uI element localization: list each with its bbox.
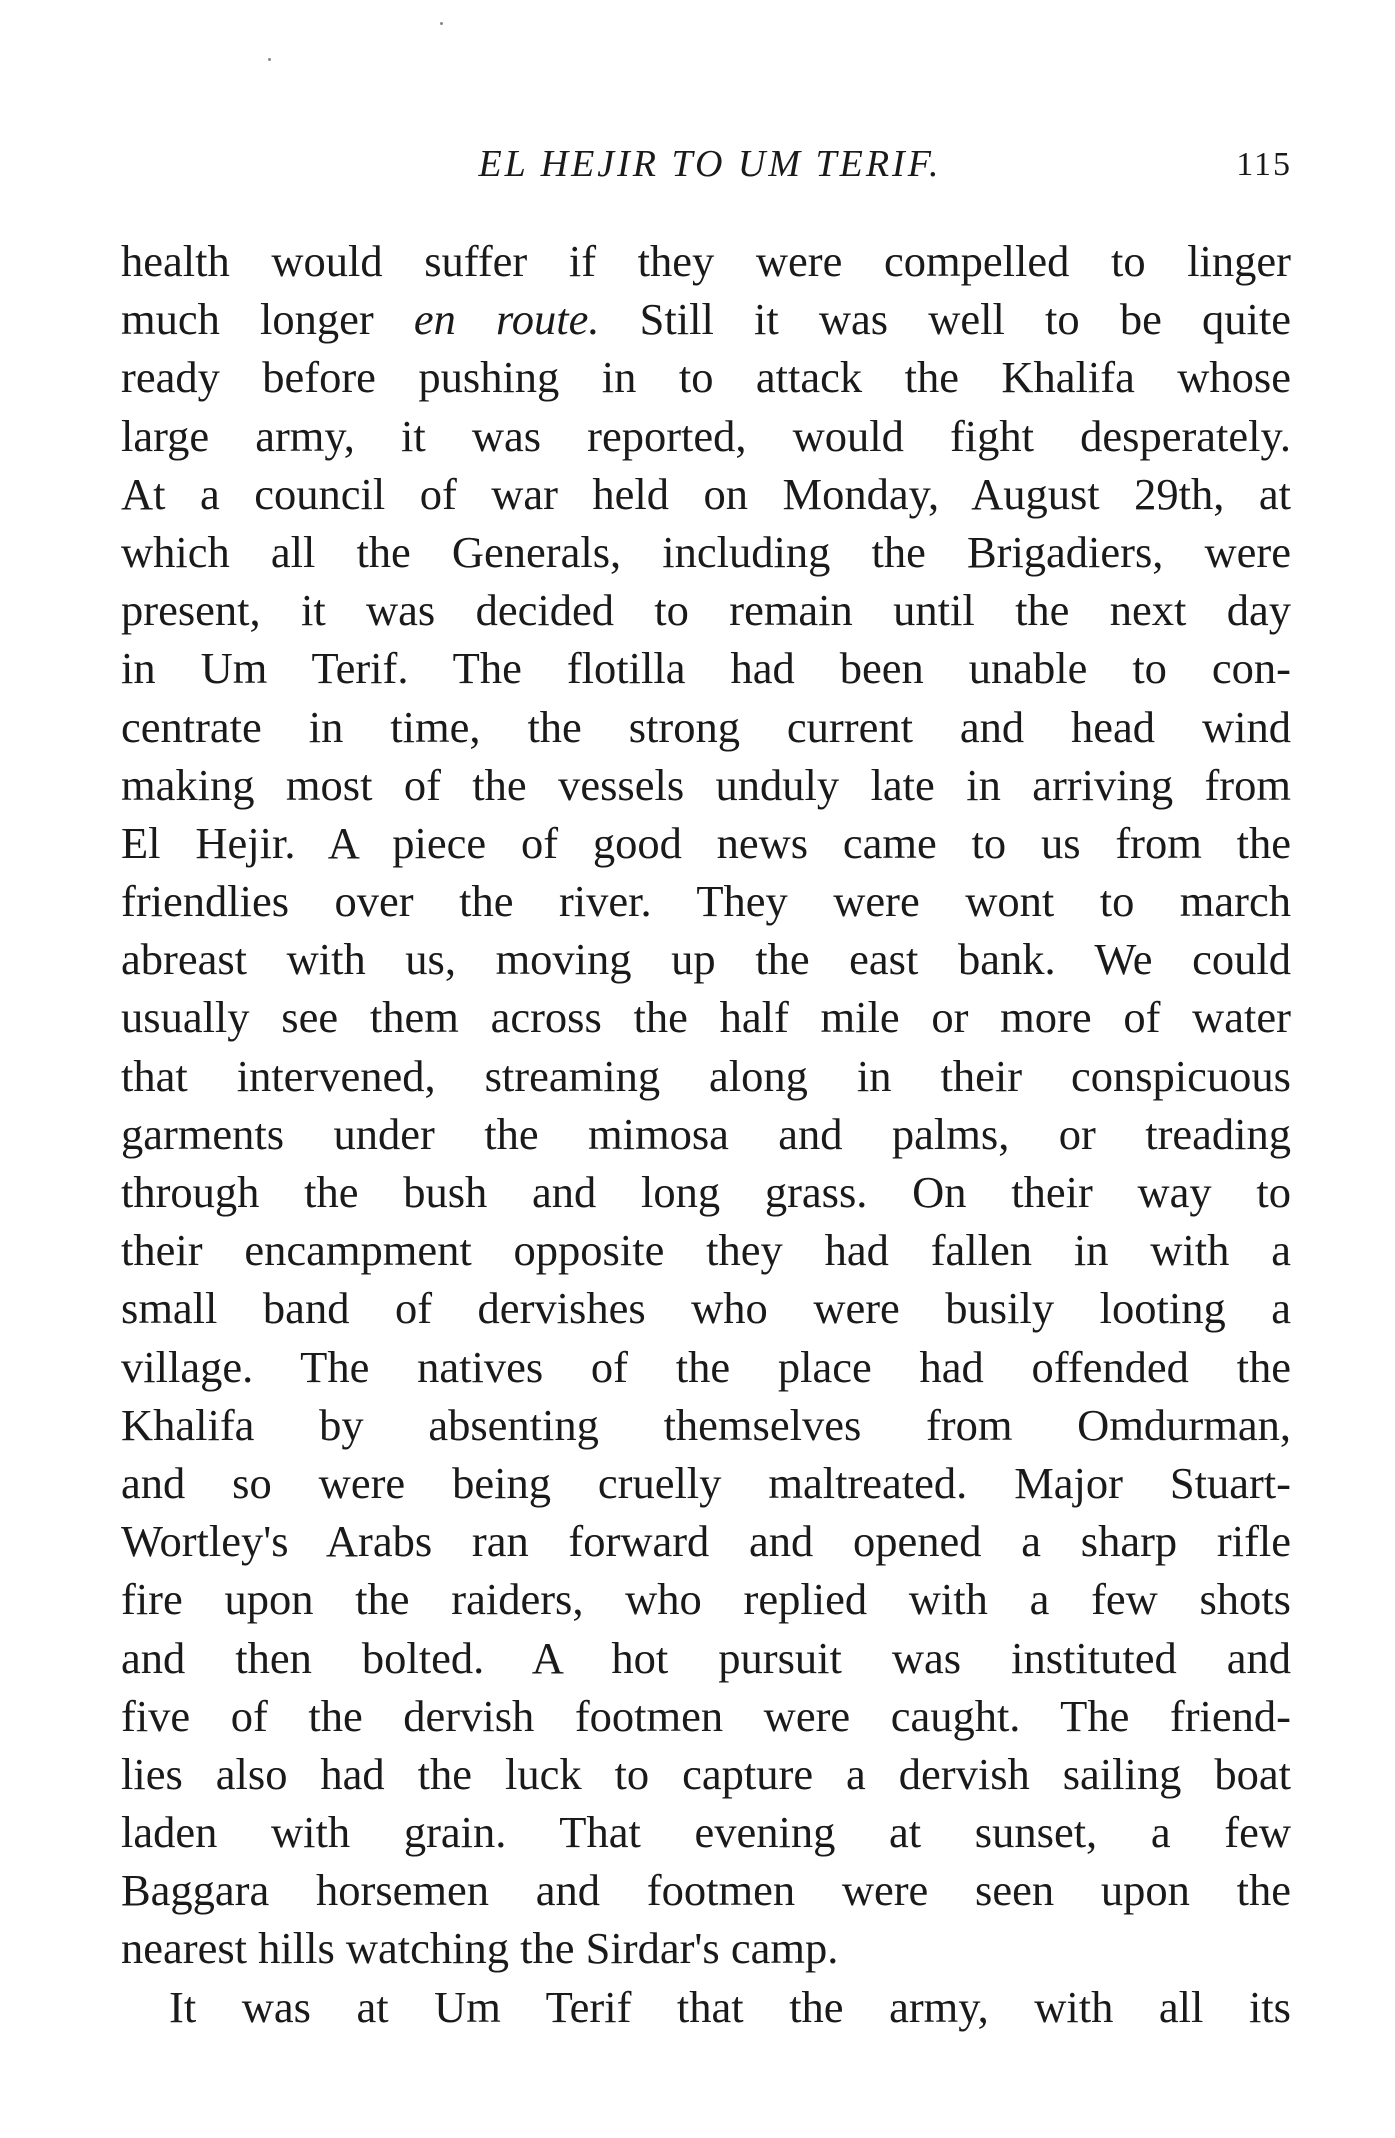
- text-line-rest: Still it was well to be quite: [599, 294, 1291, 345]
- text-line: in Um Terif. The flotilla had been unable to con-: [121, 643, 1291, 694]
- text-line: Baggara horsemen and footmen were seen upon the: [121, 1865, 1291, 1916]
- text-line: making most of the vessels unduly late in arriving from: [121, 759, 1291, 810]
- text-line: through the bush and long grass. On their way to: [121, 1167, 1291, 1217]
- paragraph-start-line: It was at Um Terif that the army, with all its: [169, 1981, 1291, 2032]
- paper-speck: [440, 22, 443, 25]
- text-line: At a council of war held on Monday, August 29th, at: [121, 468, 1291, 519]
- body-text: [121, 232, 1291, 2036]
- text-line: their encampment opposite they had fallen in with a: [121, 1225, 1291, 1276]
- running-head: [120, 142, 1300, 192]
- text-line: ready before pushing in to attack the Khalifa whose: [121, 352, 1291, 403]
- text-line: friendlies over the river. They were wont to march: [121, 876, 1291, 927]
- text-line: lies also had the luck to capture a dervish sailing boat: [121, 1748, 1291, 1799]
- text-line: laden with grain. That evening at sunset, a few: [121, 1807, 1291, 1858]
- text-line: health would suffer if they were compelled to linger: [121, 236, 1291, 286]
- page-number: 115: [1236, 146, 1292, 183]
- text-line: five of the dervish footmen were caught. The friend-: [121, 1690, 1291, 1741]
- text-line: [121, 290, 1291, 348]
- text-line: Khalifa by absenting themselves from Omdurman,: [121, 1399, 1291, 1450]
- text-line: present, it was decided to remain until the next day: [121, 585, 1291, 636]
- text-line: Wortley's Arabs ran forward and opened a sharp rifle: [121, 1516, 1291, 1567]
- text-line: garments under the mimosa and palms, or treading: [121, 1108, 1291, 1159]
- italic-phrase: en route.: [413, 294, 600, 345]
- text-line: fire upon the raiders, who replied with a few shots: [121, 1574, 1291, 1625]
- text-line: that intervened, streaming along in their conspicuous: [121, 1050, 1291, 1101]
- text-line: and then bolted. A hot pursuit was instituted and: [121, 1632, 1291, 1683]
- text-line: large army, it was reported, would fight desperately.: [121, 410, 1291, 461]
- text-line: village. The natives of the place had offended the: [121, 1341, 1291, 1392]
- text-line: abreast with us, moving up the east bank. We could: [121, 934, 1291, 985]
- paragraph-end-line: nearest hills watching the Sirdar's camp.: [121, 1923, 839, 1974]
- text-line: El Hejir. A piece of good news came to us from the: [121, 817, 1291, 868]
- running-title: EL HEJIR TO UM TERIF.: [478, 143, 942, 185]
- text-line: and so were being cruelly maltreated. Major Stuart-: [121, 1457, 1291, 1508]
- text-line: small band of dervishes who were busily looting a: [121, 1283, 1291, 1334]
- paper-speck: [268, 58, 271, 61]
- text-line-start: much longer: [121, 294, 414, 345]
- text-line: usually see them across the half mile or more of water: [121, 992, 1291, 1043]
- text-line: centrate in time, the strong current and head wind: [121, 701, 1291, 752]
- text-line: which all the Generals, including the Brigadiers, were: [121, 526, 1291, 577]
